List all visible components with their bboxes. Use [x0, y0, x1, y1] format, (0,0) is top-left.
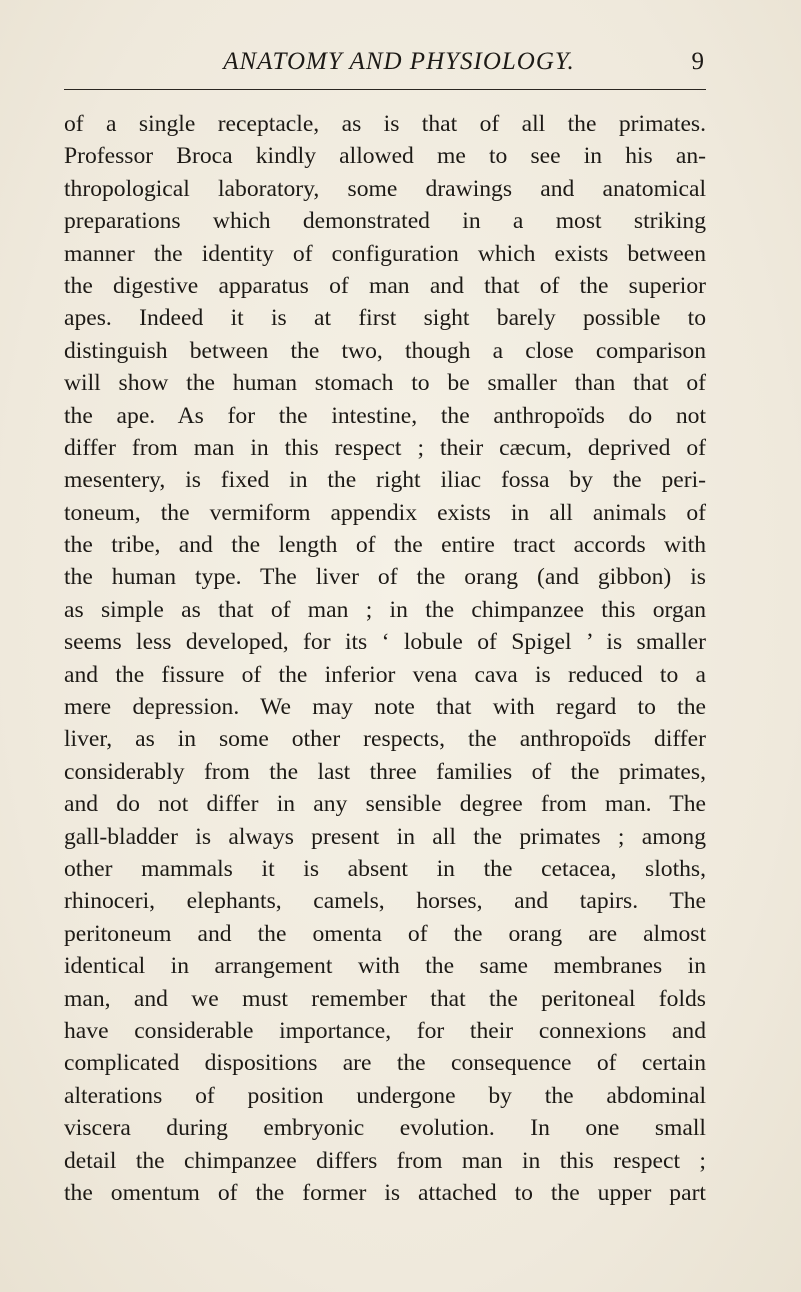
text-line: the ape. As for the intestine, the anthropoïds do not: [64, 402, 706, 429]
running-title: ANATOMY AND PHYSIOLOGY.: [223, 48, 575, 75]
text-line: of a single receptacle, as is that of all the primates.: [64, 111, 706, 137]
text-line: manner the identity of configuration which exists between: [64, 240, 706, 267]
text-line: viscera during embryonic evolution. In one small: [64, 1115, 706, 1142]
text-line: liver, as in some other respects, the anthropoïds differ: [64, 726, 706, 753]
text-line: gall-bladder is always present in all the primates ; among: [64, 823, 706, 850]
body-paragraph: [64, 108, 706, 1209]
text-line: the omentum of the former is attached to the upper part: [64, 1179, 706, 1206]
text-line: and the fissure of the inferior vena cava is reduced to a: [64, 661, 706, 688]
page-number: 9: [691, 48, 704, 75]
text-line: mere depression. We may note that with regard to the: [64, 694, 706, 721]
text-line: man, and we must remember that the peritoneal folds: [64, 985, 706, 1012]
text-line: peritoneum and the omenta of the orang are almost: [64, 920, 706, 947]
text-line: identical in arrangement with the same membranes in: [64, 953, 706, 980]
text-line: as simple as that of man ; in the chimpanzee this organ: [64, 596, 706, 623]
text-line: preparations which demonstrated in a most striking: [64, 208, 706, 235]
text-line: alterations of position undergone by the abdominal: [64, 1082, 706, 1109]
text-line: will show the human stomach to be smaller than that of: [64, 370, 706, 397]
text-line: toneum, the vermiform appendix exists in all animals of: [64, 499, 706, 526]
text-line: Professor Broca kindly allowed me to see in his an-: [64, 143, 706, 170]
text-line: apes. Indeed it is at first sight barely possible to: [64, 305, 706, 332]
text-line: thropological laboratory, some drawings and anatomical: [64, 175, 706, 202]
text-line: have considerable importance, for their connexions and: [64, 1017, 706, 1044]
text-line: seems less developed, for its ‘ lobule of Spigel ’ is smaller: [64, 629, 706, 656]
text-line: differ from man in this respect ; their cæcum, deprived of: [64, 434, 706, 461]
text-line: complicated dispositions are the consequence of certain: [64, 1050, 706, 1077]
text-line: the tribe, and the length of the entire tract accords with: [64, 532, 706, 559]
text-line: rhinoceri, elephants, camels, horses, and tapirs. The: [64, 888, 706, 915]
header-rule: [64, 89, 706, 90]
text-line: considerably from the last three families of the primates,: [64, 758, 706, 785]
text-line: the digestive apparatus of man and that of the superior: [64, 272, 706, 299]
text-line: detail the chimpanzee differs from man in this respect ;: [64, 1147, 706, 1174]
text-line: distinguish between the two, though a close comparison: [64, 337, 706, 364]
text-line: mesentery, is fixed in the right iliac fossa by the peri-: [64, 467, 706, 494]
text-line: other mammals it is absent in the cetacea, sloths,: [64, 855, 706, 882]
text-line: and do not differ in any sensible degree from man. The: [64, 791, 706, 818]
text-line: the human type. The liver of the orang (and gibbon) is: [64, 564, 706, 591]
running-head: [64, 46, 704, 82]
